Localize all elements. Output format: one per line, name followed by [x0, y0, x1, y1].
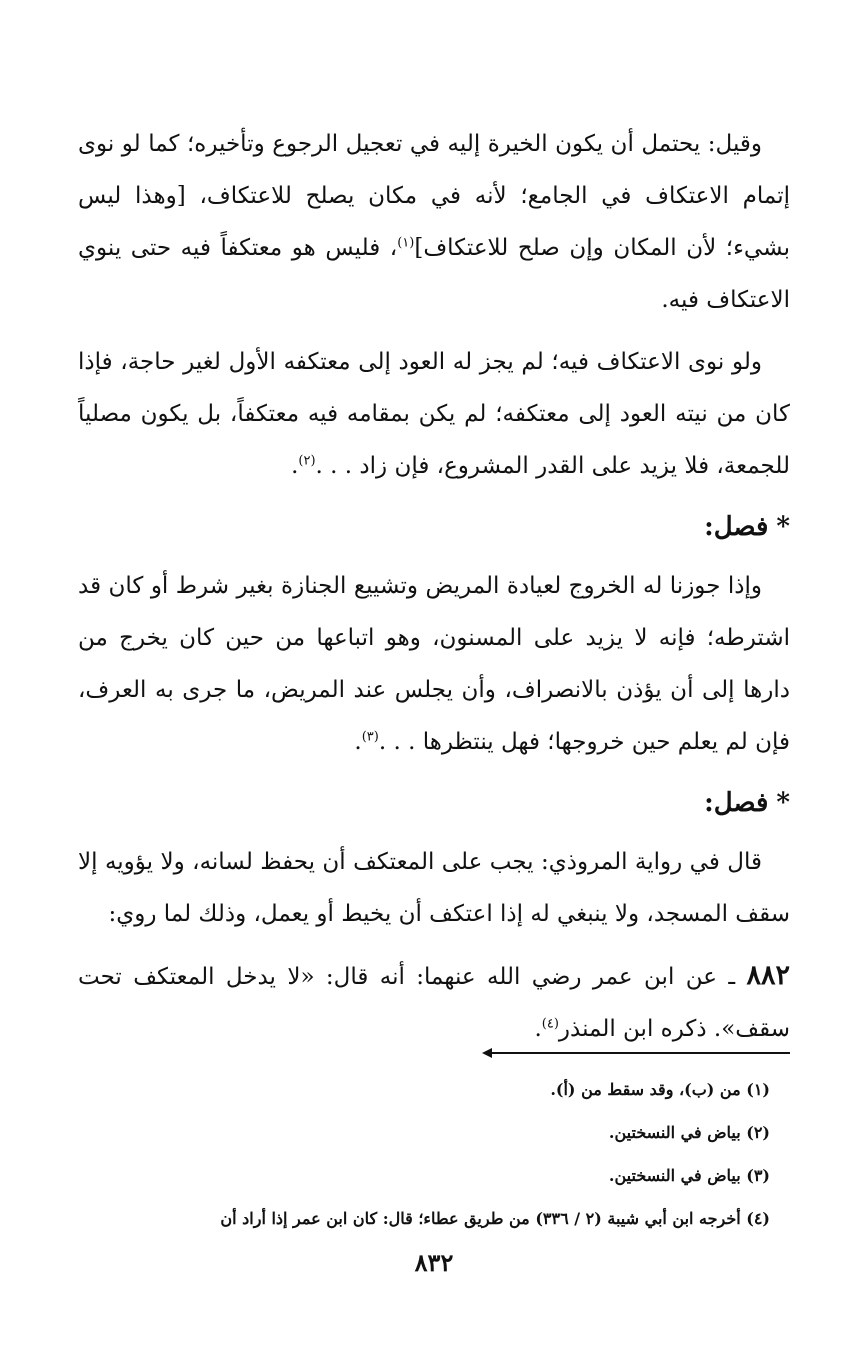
- footnote-1: (١) من (ب)، وقد سقط من (أ).: [550, 1080, 770, 1099]
- footnote-separator: [484, 1052, 790, 1054]
- hadith-number: ٨٨٢: [746, 960, 790, 991]
- paragraph-1: [78, 118, 790, 326]
- paragraph-3: [78, 560, 790, 768]
- footnote-4: (٤) أخرجه ابن أبي شيبة (٢ / ٣٣٦) من طريق عطاء؛ قال: كان ابن عمر إذا أراد أن: [220, 1209, 770, 1228]
- paragraph-1-text: وقيل: يحتمل أن يكون الخيرة إليه في تعجيل الرجوع وتأخيره؛ كما لو نوى إتمام الاعتكاف في الجامع؛ لأنه في مكان يصلح للاعتكاف، [وهذا ليس بشيء؛ لأن المكان وإن صلح للاعتكاف]: [78, 131, 790, 261]
- star-marker: *: [776, 512, 790, 542]
- footnotes: [70, 1068, 770, 1240]
- footnote-2: (٢) بياض في النسختين.: [608, 1123, 770, 1142]
- paragraph-3-text: وإذا جوزنا له الخروج لعيادة المريض وتشييع الجنازة بغير شرط أو كان قد اشترطه؛ فإنه لا يزيد على المسنون، وهو اتباعها من حين كان يخرج من دارها إلى أن يؤذن بالانصراف، وأن يجلس عند المريض، ما جرى به العرف، فإن لم يعلم حين خروجها؛ فهل ينتظرها . . .: [78, 573, 790, 755]
- footnote-ref-3: (٣): [361, 729, 379, 745]
- paragraph-2-text-end: .: [291, 453, 299, 479]
- paragraph-4: قال في رواية المروذي: يجب على المعتكف أن يحفظ لسانه، ولا يؤويه إلا سقف المسجد، ولا ينبغي له إذا اعتكف أن يخيط أو يعمل، وذلك لما روي:: [78, 849, 790, 927]
- paragraph-1-text-end: ، فليس هو معتكفاً فيه حتى ينوي الاعتكاف فيه.: [78, 235, 790, 313]
- paragraph-3-text-end: .: [354, 729, 362, 755]
- page-number: ٨٣٢: [414, 1248, 454, 1277]
- section-heading-2: [78, 778, 790, 828]
- footnote-ref-1: (١): [397, 235, 415, 251]
- main-text: [78, 118, 790, 1055]
- hadith-882: [78, 950, 790, 1055]
- hadith-text-end: .: [534, 1016, 542, 1042]
- hadith-text: ـ عن ابن عمر رضي الله عنهما: أنه قال: «لا يدخل المعتكف تحت سقف». ذكره ابن المنذر: [78, 964, 790, 1042]
- footnote-ref-2: (٢): [298, 453, 316, 469]
- section-title: فصل:: [704, 512, 769, 542]
- footnote-ref-4: (٤): [541, 1016, 559, 1032]
- star-marker: *: [776, 788, 790, 818]
- paragraph-2-text: ولو نوى الاعتكاف فيه؛ لم يجز له العود إلى معتكفه الأول لغير حاجة، فإذا كان من نيته العود إلى معتكفه؛ لم يكن بمقامه فيه معتكفاً، بل يكون مصلياً للجمعة، فلا يزيد على القدر المشروع، فإن زاد . . .: [78, 349, 790, 479]
- footnote-3: (٣) بياض في النسختين.: [608, 1166, 770, 1185]
- section-heading-1: [78, 502, 790, 552]
- paragraph-2: [78, 336, 790, 492]
- section-title: فصل:: [704, 788, 769, 818]
